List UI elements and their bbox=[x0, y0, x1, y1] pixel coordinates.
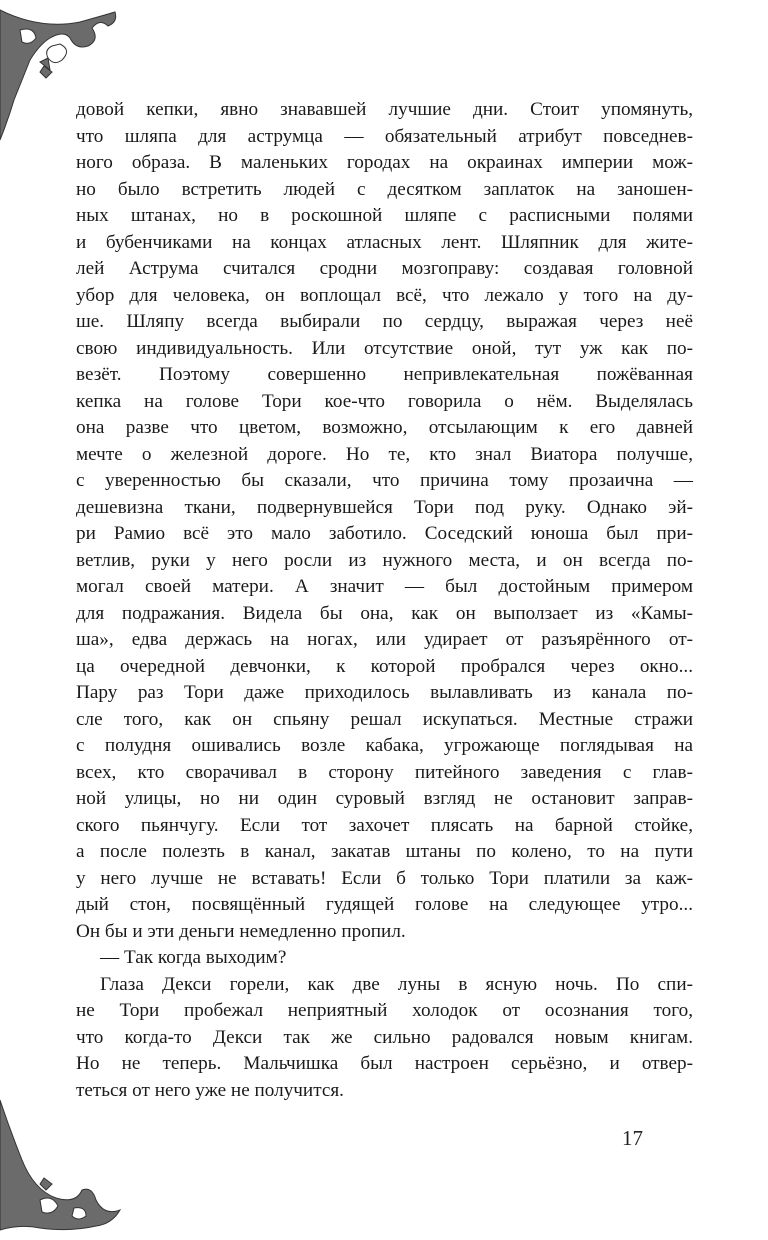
text-line: — Так когда выходим? bbox=[100, 947, 287, 968]
body-text bbox=[76, 97, 693, 1104]
text-line: что шляпа для аструмца — обязательный атрибут повседнев- bbox=[76, 125, 693, 147]
text-line: у него лучше не вставать! Если б только Тори платили за каж- bbox=[76, 867, 693, 889]
text-line: теться от него уже не получится. bbox=[76, 1079, 344, 1101]
corner-ornament-bottom-left bbox=[0, 1090, 130, 1240]
text-line: не Тори пробежал неприятный холодок от осознания того, bbox=[76, 1000, 693, 1021]
text-line: ной улицы, но ни один суровый взгляд не остановит заправ- bbox=[76, 788, 693, 809]
text-line: свою индивидуальность. Или отсутствие оной, тут уж как по- bbox=[76, 337, 693, 359]
text-line: ного образа. В маленьких городах на окраинах империи мож- bbox=[76, 152, 693, 173]
text-line: довой кепки, явно знававшей лучшие дни. Стоит упомянуть, bbox=[76, 99, 693, 120]
text-line: Пару раз Тори даже приходилось вылавливать из канала по- bbox=[76, 682, 693, 703]
text-line: Он бы и эти деньги немедленно пропил. bbox=[76, 920, 406, 942]
text-line: ца очередной девчонки, к которой пробрался через окно... bbox=[76, 655, 693, 677]
text-line: ветлив, руки у него росли из нужного места, и он всегда по- bbox=[76, 549, 693, 571]
text-line: лей Аструма считался сродни мозгоправу: создавая головной bbox=[76, 258, 693, 279]
text-line: убор для человека, он воплощал всё, что лежало у того на ду- bbox=[76, 284, 693, 306]
text-line: ша», едва держась на ногах, или удирает от разъярённого от- bbox=[76, 629, 693, 650]
text-line: везёт. Поэтому совершенно непривлекательная пожёванная bbox=[76, 364, 693, 385]
text-line: сле того, как он спьяну решал искупаться. Местные стражи bbox=[76, 708, 693, 730]
text-line: Но не теперь. Мальчишка был настроен серьёзно, и отвер- bbox=[76, 1053, 693, 1074]
text-line: дый стон, посвящённый гудящей голове на следующее утро... bbox=[76, 894, 693, 915]
text-line: ных штанах, но в роскошной шляпе с расписными полями bbox=[76, 205, 693, 226]
text-line: мечте о железной дороге. Но те, кто знал Виатора получше, bbox=[76, 443, 693, 465]
text-line: ского пьянчугу. Если тот захочет плясать на барной стойке, bbox=[76, 814, 693, 836]
text-line: ше. Шляпу всегда выбирали по сердцу, выражая через неё bbox=[76, 311, 693, 332]
text-line: дешевизна ткани, подвернувшейся Тори под руку. Однако эй- bbox=[76, 496, 693, 518]
page-number: 17 bbox=[622, 1126, 643, 1150]
text-line: с полудня ошивались возле кабака, угрожающе поглядывая на bbox=[76, 735, 693, 756]
text-line: Глаза Декси горели, как две луны в ясную ночь. По спи- bbox=[100, 973, 693, 995]
text-line: могал своей матери. А значит — был достойным примером bbox=[76, 576, 693, 597]
text-line: кепка на голове Тори кое-что говорила о нём. Выделялась bbox=[76, 390, 693, 412]
text-line: ри Рамио всё это мало заботило. Соседский юноша был при- bbox=[76, 523, 693, 544]
text-line: а после полезть в канал, закатав штаны по колено, то на пути bbox=[76, 841, 693, 862]
text-line: но было встретить людей с десятком заплаток на заношен- bbox=[76, 178, 693, 200]
text-line: всех, кто сворачивал в сторону питейного заведения с глав- bbox=[76, 761, 693, 783]
text-line: для подражания. Видела бы она, как он выползает из «Камы- bbox=[76, 602, 693, 624]
text-line: что когда-то Декси так же сильно радовался новым книгам. bbox=[76, 1026, 693, 1048]
text-line: и бубенчиками на концах атласных лент. Шляпник для жите- bbox=[76, 231, 693, 253]
text-line: она разве что цветом, возможно, отсылающим к его давней bbox=[76, 417, 693, 438]
text-line: с уверенностью бы сказали, что причина тому прозаична — bbox=[76, 470, 693, 491]
